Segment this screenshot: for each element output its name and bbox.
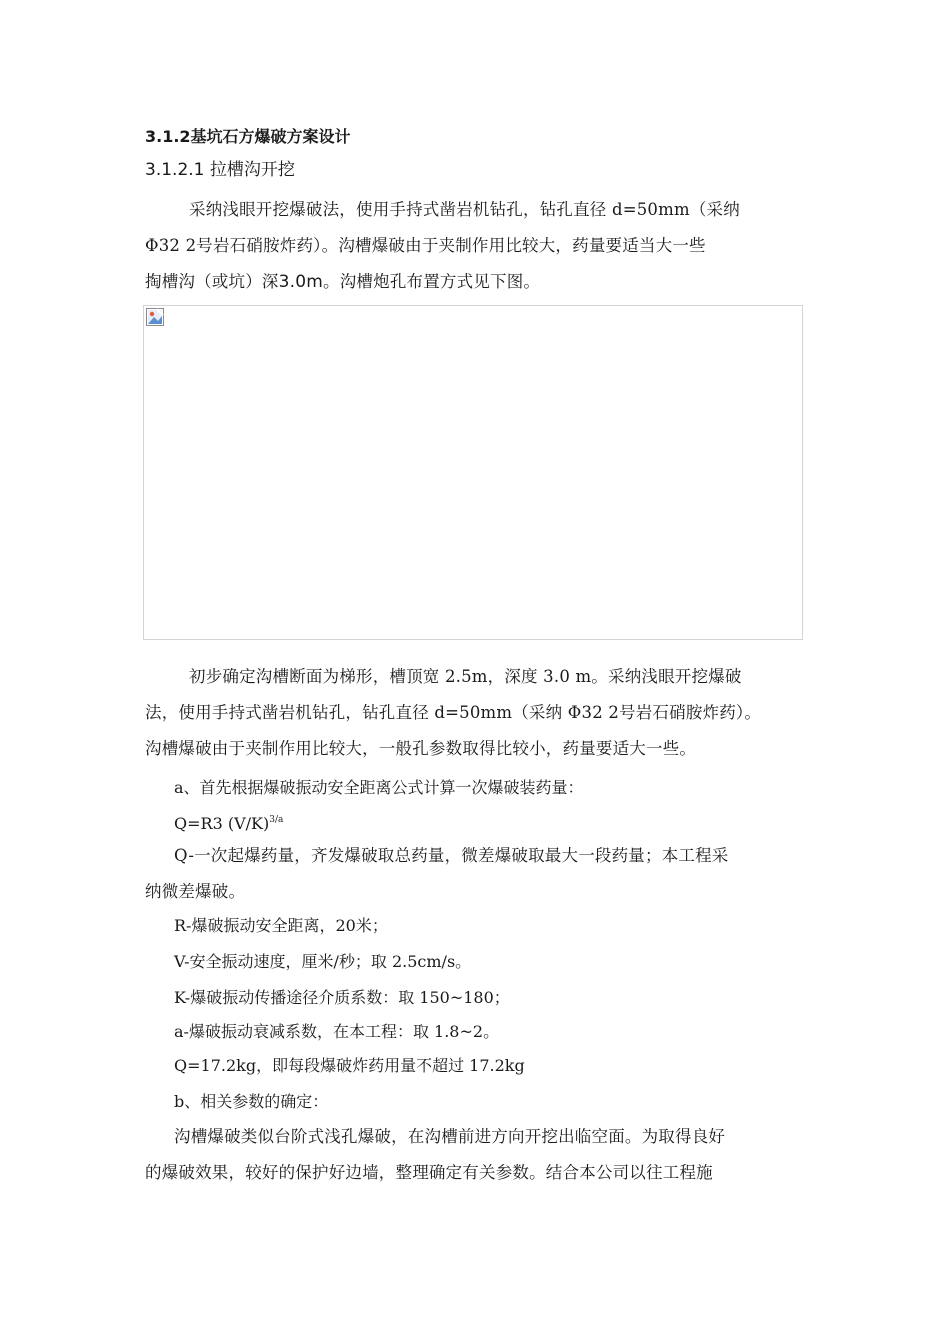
broken-image-icon xyxy=(146,308,164,326)
q-def-line-1: Q-一次起爆药量，齐发爆破取总药量，微差爆破取最大一段药量；本工程采 xyxy=(174,846,729,865)
p1-line-2: 法，使用手持式凿岩机钻孔，钻孔直径 d=50mm（采纳 Φ32 2号岩石硝胺炸药）。 xyxy=(145,703,762,722)
p1-line-1: 初步确定沟槽断面为梯形，槽顶宽 2.5m，深度 3.0 m。采纳浅眼开挖爆破 xyxy=(189,667,742,686)
subsection-heading: 3.1.2.1 拉槽沟开挖 xyxy=(145,160,295,180)
intro-line-2: Φ32 2号岩石硝胺炸药）。沟槽爆破由于夹制作用比较大，药量要适当大一些 xyxy=(145,236,706,255)
intro-line-3-post: 。沟槽炮孔布置方式见下图。 xyxy=(323,272,541,291)
v-definition: V-安全振动速度，厘米/秒；取 2.5cm/s。 xyxy=(174,952,472,971)
last-paragraph xyxy=(145,1119,817,1191)
section-heading: 3.1.2基坑石方爆破方案设计 xyxy=(145,127,351,146)
intro-paragraph xyxy=(145,192,817,300)
k-definition: K-爆破振动传播途径介质系数：取 150~180； xyxy=(174,988,510,1007)
last-line-1: 沟槽爆破类似台阶式浅孔爆破，在沟槽前进方向开挖出临空面。为取得良好 xyxy=(174,1127,726,1146)
figure-placeholder xyxy=(143,305,803,640)
formula xyxy=(174,808,283,836)
item-b-title: b、相关参数的确定： xyxy=(174,1092,329,1111)
intro-line-3-pre: 掏槽沟（或坑）深 xyxy=(145,272,279,291)
a-definition: a-爆破振动衰减系数，在本工程：取 1.8~2。 xyxy=(174,1022,500,1041)
item-a-title: a、首先根据爆破振动安全距离公式计算一次爆破装药量： xyxy=(174,778,584,797)
q-result: Q=17.2kg，即每段爆破炸药用量不超过 17.2kg xyxy=(174,1056,525,1075)
formula-base: Q=R3 (V/K) xyxy=(174,814,270,833)
formula-exponent: 3/a xyxy=(269,815,284,825)
r-definition: R-爆破振动安全距离，20米； xyxy=(174,916,388,935)
q-def-line-2: 纳微差爆破。 xyxy=(145,882,246,901)
last-line-2: 的爆破效果，较好的保护好边墙，整理确定有关参数。结合本公司以往工程施 xyxy=(145,1163,713,1182)
body-paragraph-1 xyxy=(145,659,835,767)
intro-line-3 xyxy=(145,264,817,300)
intro-depth-value: 3.0m xyxy=(278,272,324,292)
p1-line-3: 沟槽爆破由于夹制作用比较大，一般孔参数取得比较小，药量要适大一些。 xyxy=(145,739,697,758)
q-definition xyxy=(145,838,817,910)
intro-line-1: 采纳浅眼开挖爆破法，使用手持式凿岩机钻孔，钻孔直径 d=50mm（采纳 xyxy=(189,200,740,219)
